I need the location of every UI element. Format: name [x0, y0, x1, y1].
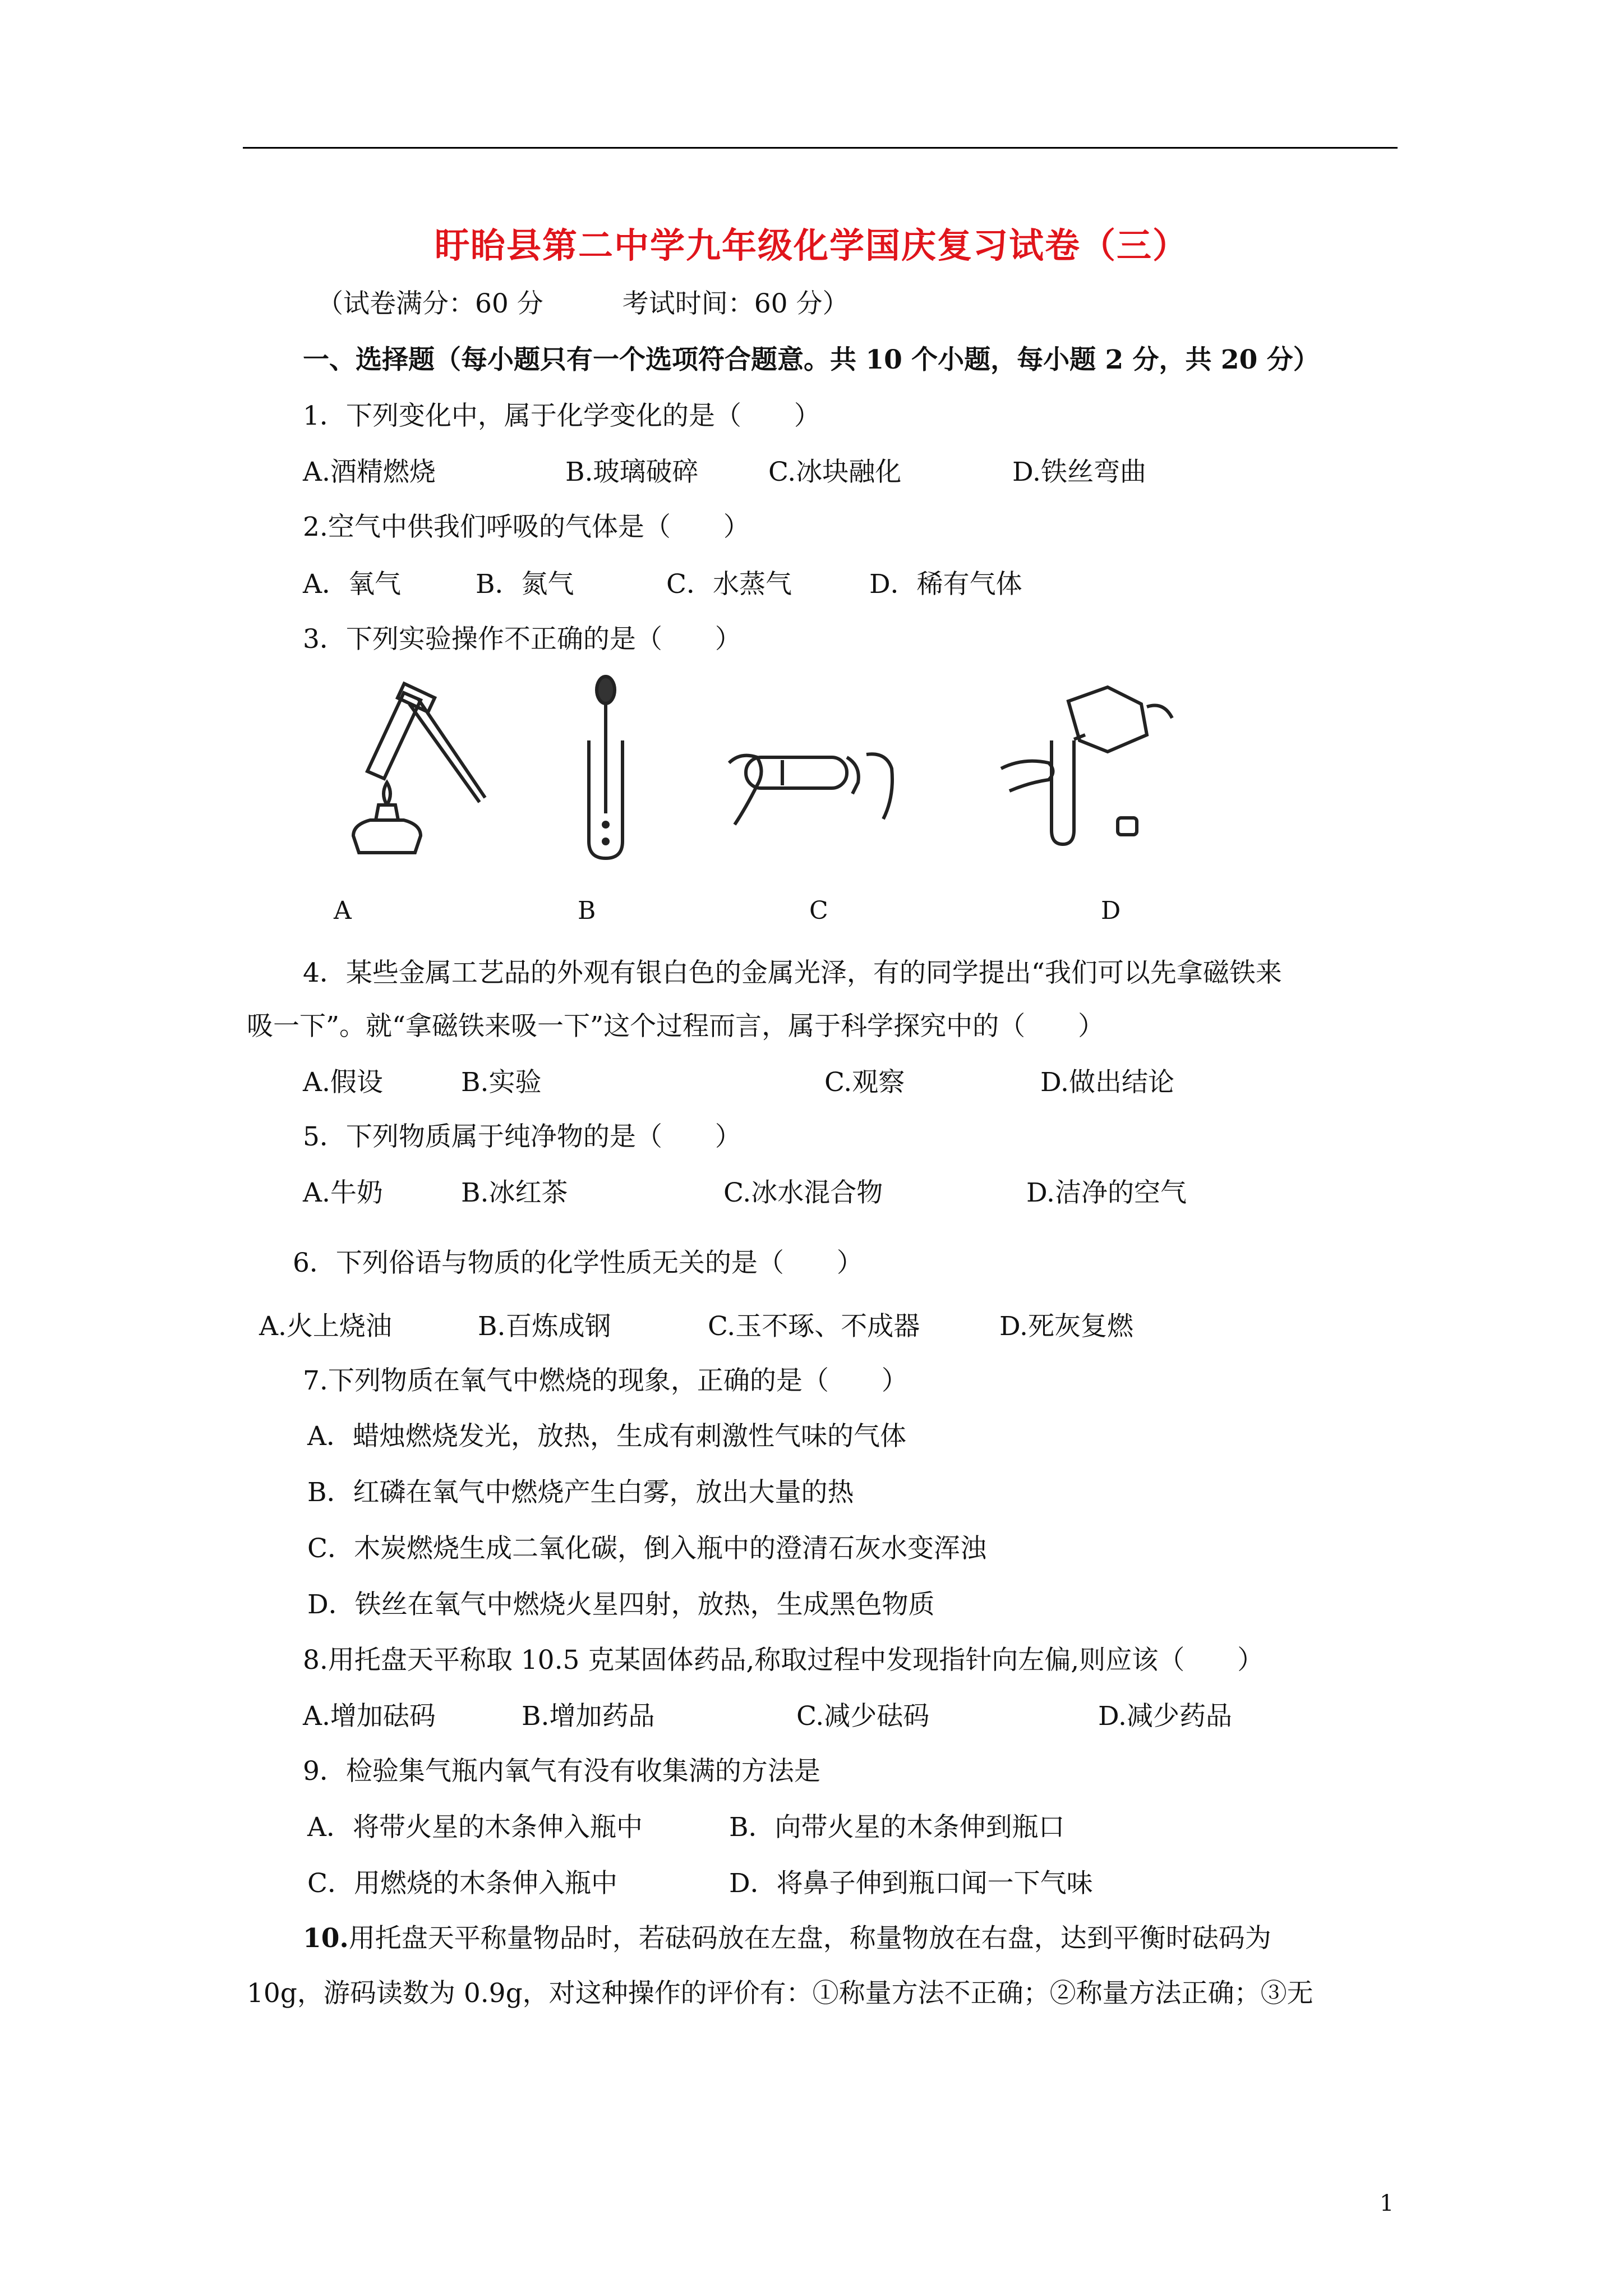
- q5-option-a: A.牛奶: [303, 1177, 383, 1208]
- q5-option-d: D.洁净的空气: [1026, 1177, 1187, 1208]
- q6-option-b: B.百炼成钢: [478, 1311, 611, 1342]
- figure-b-dropper: [575, 673, 637, 864]
- question-4-stem-line1: 4．某些金属工艺品的外观有银白色的金属光泽，有的同学提出“我们可以先拿磁铁来: [303, 958, 1282, 988]
- q1-option-a: A.酒精燃烧: [303, 457, 436, 487]
- q9-option-a: A．将带火星的木条伸入瓶中: [307, 1812, 643, 1843]
- q2-option-b: B．氮气: [476, 569, 574, 600]
- q5-option-c: C.冰水混合物: [723, 1177, 883, 1208]
- q8-option-a: A.增加砝码: [303, 1701, 436, 1732]
- q4-option-d: D.做出结论: [1040, 1067, 1174, 1098]
- q2-option-d: D．稀有气体: [869, 569, 1022, 600]
- q6-option-c: C.玉不琢、不成器: [708, 1311, 920, 1342]
- question-10-text: 用托盘天平称量物品时，若砝码放在左盘，称量物放在右盘，达到平衡时砝码为: [348, 1923, 1271, 1954]
- figure-label-b: B: [578, 896, 596, 925]
- q6-option-a: A.火上烧油: [259, 1311, 392, 1342]
- page-number: 1: [1380, 2191, 1394, 2216]
- q1-option-b: B.玻璃破碎: [565, 457, 699, 487]
- question-2-stem: 2.空气中供我们呼吸的气体是（ ）: [303, 512, 750, 542]
- figure-a-heating-tube: [336, 673, 494, 864]
- question-9-stem: 9．检验集气瓶内氧气有没有收集满的方法是: [303, 1756, 820, 1787]
- q4-option-a: A.假设: [303, 1067, 383, 1098]
- q4-option-c: C.观察: [824, 1067, 905, 1098]
- q7-option-c: C．木炭燃烧生成二氧化碳，倒入瓶中的澄清石灰水变浑浊: [307, 1533, 986, 1564]
- q1-option-d: D.铁丝弯曲: [1012, 457, 1146, 487]
- figure-label-a: A: [334, 896, 352, 925]
- header-rule: [243, 147, 1398, 149]
- question-10-stem-line2: 10g，游码读数为 0.9g，对这种操作的评价有：①称量方法不正确；②称量方法正确；③无: [247, 1978, 1313, 2009]
- question-8-stem: 8.用托盘天平称取 10.5 克某固体药品,称取过程中发现指针向左偏,则应该（ ）: [303, 1645, 1264, 1676]
- question-1-stem: 1．下列变化中，属于化学变化的是（ ）: [303, 401, 820, 431]
- q8-option-d: D.减少药品: [1098, 1701, 1232, 1732]
- q8-option-b: B.增加药品: [522, 1701, 655, 1732]
- question-10-number: 10.: [303, 1923, 349, 1954]
- q8-option-c: C.减少砝码: [796, 1701, 930, 1732]
- figure-label-d: D: [1101, 896, 1121, 925]
- q6-option-d: D.死灰复燃: [999, 1311, 1133, 1342]
- section-heading: 一、选择题（每小题只有一个选项符合题意。共 10 个小题，每小题 2 分，共 20 分）: [303, 344, 1320, 375]
- figure-label-c: C: [809, 896, 828, 925]
- q9-option-b: B．向带火星的木条伸到瓶口: [729, 1812, 1065, 1843]
- q4-option-b: B.实验: [461, 1067, 542, 1098]
- q2-option-a: A．氧气: [303, 569, 401, 600]
- figure-d-pouring: [995, 673, 1181, 864]
- exam-meta: （试卷满分：60 分 考试时间：60 分）: [317, 288, 849, 319]
- q1-option-c: C.冰块融化: [768, 457, 902, 487]
- figure-c-hands-tube: [723, 673, 909, 864]
- q7-option-d: D．铁丝在氧气中燃烧火星四射，放热，生成黑色物质: [307, 1589, 935, 1620]
- question-3-stem: 3．下列实验操作不正确的是（ ）: [303, 624, 741, 655]
- q7-option-a: A．蜡烛燃烧发光，放热，生成有刺激性气味的气体: [307, 1421, 906, 1452]
- q7-option-b: B．红磷在氧气中燃烧产生白雾，放出大量的热: [307, 1477, 854, 1508]
- question-7-stem: 7.下列物质在氧气中燃烧的现象，正确的是（ ）: [303, 1365, 908, 1396]
- q5-option-b: B.冰红茶: [461, 1177, 568, 1208]
- question-10-stem-line1: [303, 1922, 1271, 1955]
- page-title: 盱眙县第二中学九年级化学国庆复习试卷（三）: [434, 225, 1188, 266]
- q9-option-d: D．将鼻子伸到瓶口闻一下气味: [729, 1868, 1093, 1899]
- question-4-stem-line2: 吸一下”。就“拿磁铁来吸一下”这个过程而言，属于科学探究中的（ ）: [247, 1011, 1105, 1042]
- question-5-stem: 5．下列物质属于纯净物的是（ ）: [303, 1121, 741, 1152]
- q2-option-c: C．水蒸气: [666, 569, 792, 600]
- q9-option-c: C．用燃烧的木条伸入瓶中: [307, 1868, 617, 1899]
- question-6-stem: 6．下列俗语与物质的化学性质无关的是（ ）: [293, 1248, 863, 1278]
